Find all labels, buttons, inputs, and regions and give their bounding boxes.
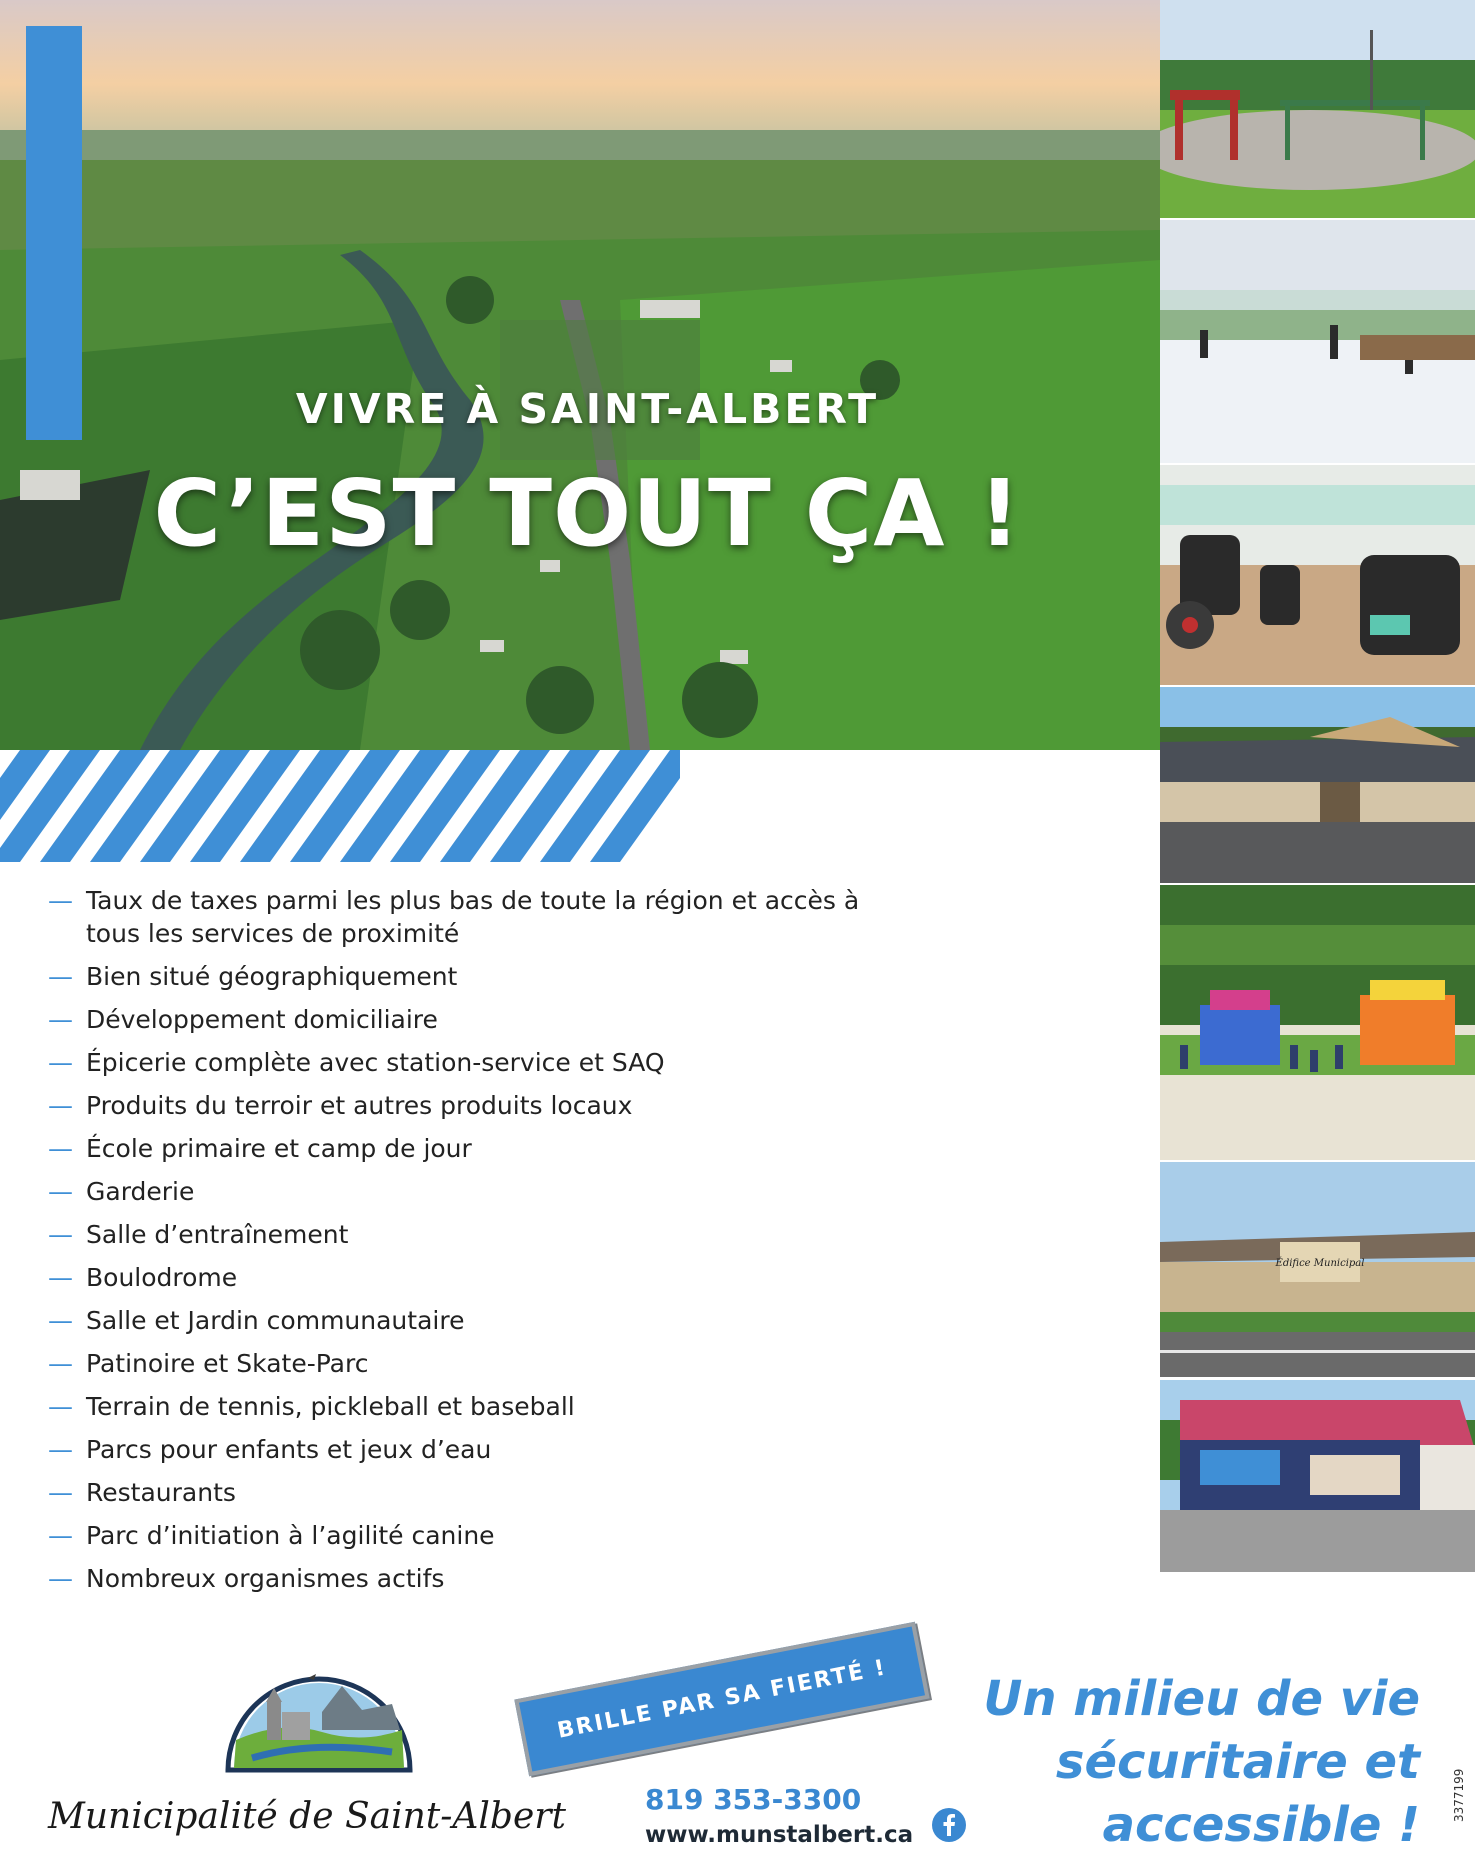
list-item: — Nombreux organismes actifs [48, 1564, 445, 1593]
banner-text: BRILLE PAR SA FIERTÉ ! [555, 1654, 889, 1744]
photo-ice-rink [1160, 220, 1475, 463]
list-item: — Parc d’initiation à l’agilité canine [48, 1521, 495, 1550]
photo-playground [1160, 0, 1475, 218]
building-sign: Édifice Municipal [1275, 1258, 1365, 1269]
list-item: — Taux de taxes parmi les plus bas de toute la région et accès à tous les services de proximité [48, 886, 860, 948]
dash-bullet: — [48, 1521, 73, 1550]
dash-bullet: — [48, 1564, 73, 1593]
list-item: — Salle et Jardin communautaire [48, 1306, 465, 1335]
photo-gym [1160, 465, 1475, 685]
accent-bar [26, 26, 82, 440]
dash-bullet: — [48, 1091, 73, 1120]
list-item: — Patinoire et Skate-Parc [48, 1349, 369, 1378]
dash-bullet: — [48, 1306, 73, 1335]
photo-municipal-building [1160, 1162, 1475, 1377]
dash-bullet: — [48, 1005, 73, 1034]
dash-bullet: — [48, 1478, 73, 1507]
list-item: — Terrain de tennis, pickleball et baseball [48, 1392, 575, 1421]
phone-number[interactable]: 819 353-3300 [645, 1783, 862, 1816]
list-item: — Salle d’entraînement [48, 1220, 349, 1249]
dash-bullet: — [48, 1392, 73, 1421]
list-item: — Restaurants [48, 1478, 236, 1507]
tagline: Un milieu de vie sécuritaire et accessible ! [983, 1671, 1420, 1853]
dash-bullet: — [48, 1263, 73, 1292]
feature-list [48, 884, 888, 1605]
list-item: — Produits du terroir et autres produits locaux [48, 1091, 633, 1120]
dash-bullet: — [48, 886, 73, 915]
photo-community-hall [1160, 687, 1475, 883]
list-item: — École primaire et camp de jour [48, 1134, 472, 1163]
dash-bullet: — [48, 1048, 73, 1077]
dash-bullet: — [48, 1349, 73, 1378]
list-item: — Développement domiciliaire [48, 1005, 438, 1034]
pride-banner [514, 1622, 929, 1776]
list-item: — Épicerie complète avec station-service et SAQ [48, 1048, 665, 1077]
reference-code: 3377199 [1452, 1768, 1466, 1822]
dash-bullet: — [48, 1134, 73, 1163]
hero-aerial-photo [0, 0, 1160, 750]
municipality-name: Municipalité de Saint-Albert [48, 1796, 566, 1837]
hero-subtitle: VIVRE À SAINT-ALBERT [295, 385, 880, 433]
website-link[interactable]: www.munstalbert.ca [645, 1822, 914, 1848]
photo-park-festival [1160, 885, 1475, 1160]
hero-title: C’EST TOUT ÇA ! [153, 460, 1022, 567]
dash-bullet: — [48, 1435, 73, 1464]
dash-bullet: — [48, 1220, 73, 1249]
dash-bullet: — [48, 1177, 73, 1206]
aerial-landscape-illustration [0, 0, 1160, 750]
list-item: — Garderie [48, 1177, 195, 1206]
diagonal-stripes-decoration [0, 750, 680, 862]
list-item: — Boulodrome [48, 1263, 238, 1292]
list-item: — Bien situé géographiquement [48, 962, 458, 991]
photo-column [1160, 0, 1475, 1572]
dash-bullet: — [48, 962, 73, 991]
photo-chalet [1160, 1380, 1475, 1572]
list-item: — Parcs pour enfants et jeux d’eau [48, 1435, 492, 1464]
municipality-logo [222, 1660, 416, 1778]
